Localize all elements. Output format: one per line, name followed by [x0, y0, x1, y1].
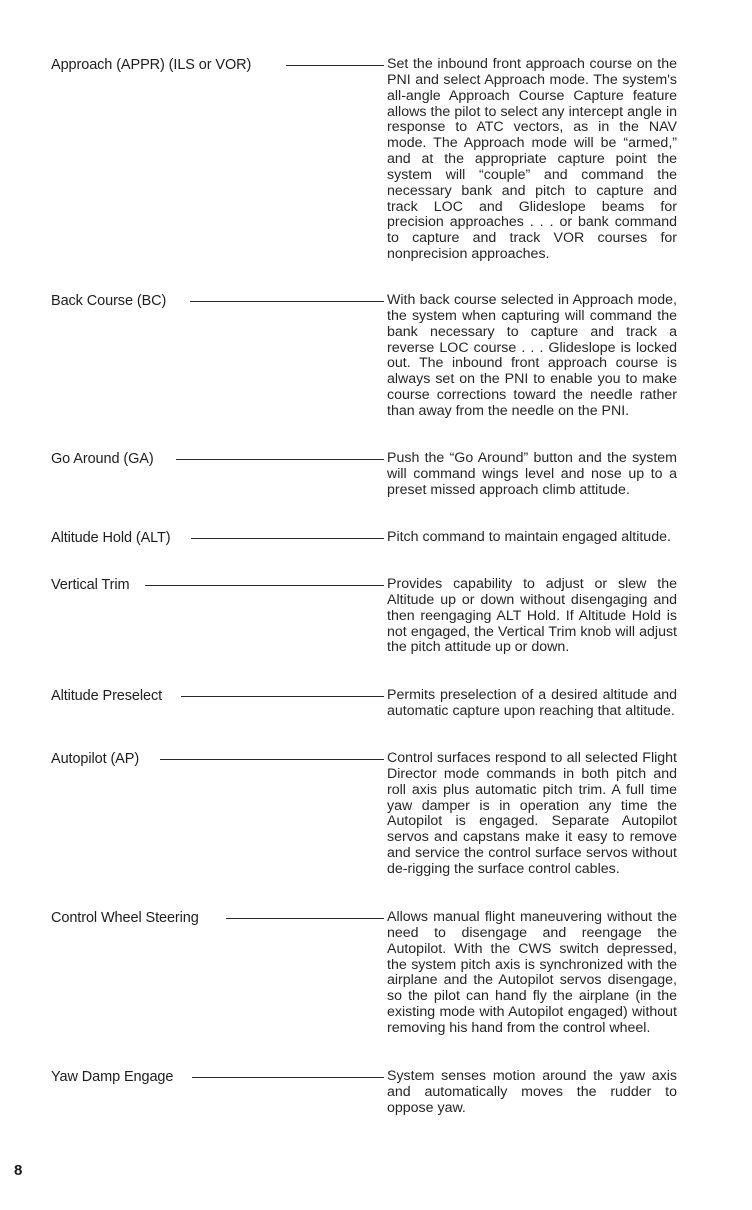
term-autopilot: Autopilot (AP) — [51, 751, 140, 767]
leader-line — [190, 301, 384, 302]
leader-line — [192, 1077, 384, 1078]
leader-line — [226, 918, 384, 919]
leader-line — [191, 538, 384, 539]
leader-line — [160, 759, 384, 760]
term-back-course: Back Course (BC) — [51, 293, 167, 309]
description-go-around: Push the “Go Around” button and the system will command wings level and nose up to a preset missed approach climb attitude. — [387, 450, 677, 498]
term-vertical-trim: Vertical Trim — [51, 577, 130, 593]
description-vertical-trim: Provides capability to adjust or slew the Altitude up or down without disengaging and then reengaging ALT Hold. If Altitude Hold is not engaged, the Vertical Trim knob will adjust the pitch attitude up or down. — [387, 576, 677, 656]
description-back-course: With back course selected in Approach mode, the system when capturing will command the bank necessary to capture and track a reverse LOC course . . . Glideslope is locked out. The inbound front approach course is always set on the PNI to enable you to make course corrections toward the needle rather than away from the needle on the PNI. — [387, 292, 677, 419]
term-control-wheel-steering: Control Wheel Steering — [51, 910, 199, 926]
leader-line — [176, 459, 384, 460]
term-approach: Approach (APPR) (ILS or VOR) — [51, 57, 252, 73]
term-go-around: Go Around (GA) — [51, 451, 154, 467]
description-yaw-damp-engage: System senses motion around the yaw axis and automatically moves the rudder to oppose yaw. — [387, 1068, 677, 1116]
description-control-wheel-steering: Allows manual flight maneuvering without the need to disengage and reengage the Autopilot. With the CWS switch depressed, the system pitch axis is synchronized with the airplane and the Autopilot servos disengage, so the pilot can hand fly the airplane (in the existing mode with Autopilot engaged) without removing his hand from the control wheel. — [387, 909, 677, 1036]
leader-line — [145, 585, 384, 586]
description-approach: Set the inbound front approach course on the PNI and select Approach mode. The system's all-angle Approach Course Capture feature allows the pilot to select any intercept angle in response to ATC vectors, as in the NAV mode. The Approach mode will be “armed,” and at the appropriate capture point the system will “couple” and command the necessary bank and pitch to capture and track LOC and Glideslope beams for precision approaches . . . or bank command to capture and track VOR courses for nonprecision approaches. — [387, 56, 677, 263]
description-altitude-hold: Pitch command to maintain engaged altitude. — [387, 529, 671, 545]
term-yaw-damp-engage: Yaw Damp Engage — [51, 1069, 174, 1085]
leader-line — [286, 65, 384, 66]
leader-line — [181, 696, 384, 697]
page-number: 8 — [14, 1162, 23, 1179]
term-altitude-preselect: Altitude Preselect — [51, 688, 163, 704]
term-altitude-hold: Altitude Hold (ALT) — [51, 530, 171, 546]
description-autopilot: Control surfaces respond to all selected Flight Director mode commands in both pitch and roll axis plus automatic pitch trim. A full time yaw damper is in operation any time the Autopilot is engaged. Separate Autopilot servos and capstans make it easy to remove and service the control surface servos without de-rigging the surface control cables. — [387, 750, 677, 877]
description-altitude-preselect: Permits preselection of a desired altitude and automatic capture upon reaching that altitude. — [387, 687, 677, 719]
